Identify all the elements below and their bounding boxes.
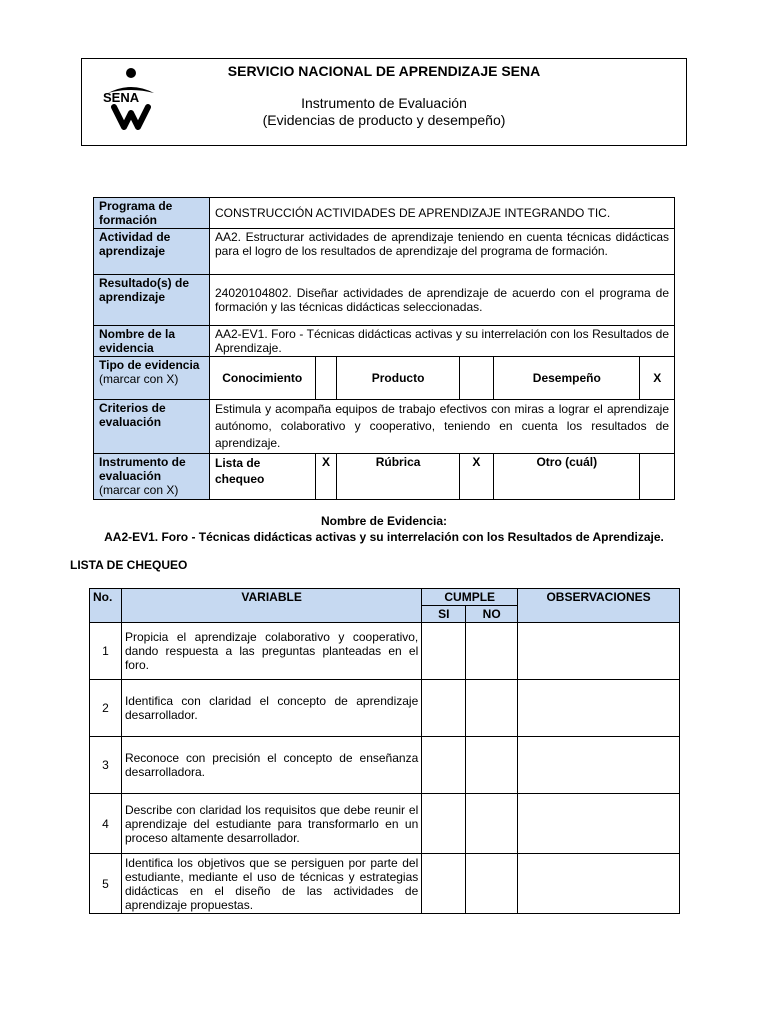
nombre-evidencia-value: AA2-EV1. Foro - Técnicas didácticas activas y su interrelación con los Resultados de Aprendizaje. [209,326,674,357]
row-number: 5 [90,854,122,914]
row-observaciones-cell[interactable] [518,623,680,680]
checklist-table [89,588,680,914]
document-title [82,95,686,129]
row-number: 1 [90,623,122,680]
row-si-cell[interactable] [422,854,466,914]
tipo-evidencia-hint: (marcar con X) [99,372,179,386]
programa-value: CONSTRUCCIÓN ACTIVIDADES DE APRENDIZAJE INTEGRANDO TIC. [209,198,674,229]
col-header-no-cumple: NO [466,606,518,623]
checklist-label: LISTA DE CHEQUEO [70,558,188,572]
col-header-cumple: CUMPLE [422,589,518,606]
instrumento-title: Instrumento de evaluación [99,455,186,483]
row-si-cell[interactable] [422,737,466,794]
tipo-evidencia-title: Tipo de evidencia [99,358,200,372]
table-row [90,854,680,914]
table-row [90,794,680,854]
row-no-cell[interactable] [466,854,518,914]
row-observaciones-cell[interactable] [518,737,680,794]
row-variable: Identifica con claridad el concepto de aprendizaje desarrollador. [121,680,421,737]
document-title-line2: (Evidencias de producto y desempeño) [262,112,506,128]
instrumento-label [94,454,210,500]
col-header-variable: VARIABLE [121,589,421,623]
resultado-value: 24020104802. Diseñar actividades de aprendizaje de acuerdo con el programa de formación y las técnicas didácticas seleccionadas. [209,275,674,326]
criterios-value: Estimula y acompaña equipos de trabajo efectivos con miras a lograr el aprendizaje autónomo, colaborativo y cooperativo, teniendo en cuenta los resultados de aprendizaje. [209,400,674,454]
organization-name: SERVICIO NACIONAL DE APRENDIZAJE SENA [227,63,541,79]
evidence-heading: Nombre de Evidencia: [320,514,448,528]
tipo-mark-producto [459,357,493,400]
tipo-evidencia-label [94,357,210,400]
evidence-name: AA2-EV1. Foro - Técnicas didácticas activas y su interrelación con los Resultados de Aprendizaje. [104,530,664,544]
programa-label: Programa de formación [94,198,210,229]
row-number: 4 [90,794,122,854]
table-row [90,737,680,794]
instrumento-hint: (marcar con X) [99,483,179,497]
row-variable: Describe con claridad los requisitos que debe reunir el aprendizaje del estudiante para transformarlo en un proceso altamente desarrollador. [121,794,421,854]
row-variable: Propicia el aprendizaje colaborativo y cooperativo, dando respuesta a las preguntas planteadas en el foro. [121,623,421,680]
actividad-value: AA2. Estructurar actividades de aprendizaje teniendo en cuenta técnicas didácticas para el logro de los resultados de aprendizaje del programa de formación. [209,229,674,275]
evidence-title [0,513,768,545]
row-observaciones-cell[interactable] [518,854,680,914]
instrumento-option-otro: Otro (cuál) [494,454,640,500]
row-si-cell[interactable] [422,680,466,737]
row-si-cell[interactable] [422,623,466,680]
row-number: 2 [90,680,122,737]
instrumento-mark-otro [640,454,675,500]
col-header-no: No. [90,589,122,623]
tipo-option-producto: Producto [337,357,459,400]
tipo-option-conocimiento: Conocimiento [209,357,315,400]
instrumento-mark-rubrica: X [459,454,493,500]
tipo-option-desempeno: Desempeño [494,357,640,400]
table-row [90,623,680,680]
row-no-cell[interactable] [466,680,518,737]
tipo-mark-conocimiento [315,357,337,400]
row-variable: Reconoce con precisión el concepto de enseñanza desarrolladora. [121,737,421,794]
table-row [90,680,680,737]
row-number: 3 [90,737,122,794]
row-observaciones-cell[interactable] [518,794,680,854]
row-si-cell[interactable] [422,794,466,854]
row-observaciones-cell[interactable] [518,680,680,737]
row-no-cell[interactable] [466,737,518,794]
instrumento-option-rubrica: Rúbrica [337,454,459,500]
col-header-si: SI [422,606,466,623]
nombre-evidencia-label: Nombre de la evidencia [94,326,210,357]
document-header [81,58,687,146]
criterios-label: Criterios de evaluación [94,400,210,454]
sena-logo-text: SENA [103,90,140,105]
resultado-label: Resultado(s) de aprendizaje [94,275,210,326]
instrumento-option-lista: Lista de chequeo [209,454,315,500]
document-title-line1: Instrumento de Evaluación [301,95,467,111]
row-no-cell[interactable] [466,794,518,854]
instrumento-mark-lista: X [315,454,337,500]
evaluation-info-table [93,197,675,500]
row-no-cell[interactable] [466,623,518,680]
actividad-label: Actividad de aprendizaje [94,229,210,275]
row-variable: Identifica los objetivos que se persiguen por parte del estudiante, mediante el uso de técnicas y estrategias didácticas en el diseño de las actividades de aprendizaje propuestas. [121,854,421,914]
tipo-mark-desempeno: X [640,357,675,400]
col-header-observaciones: OBSERVACIONES [518,589,680,623]
